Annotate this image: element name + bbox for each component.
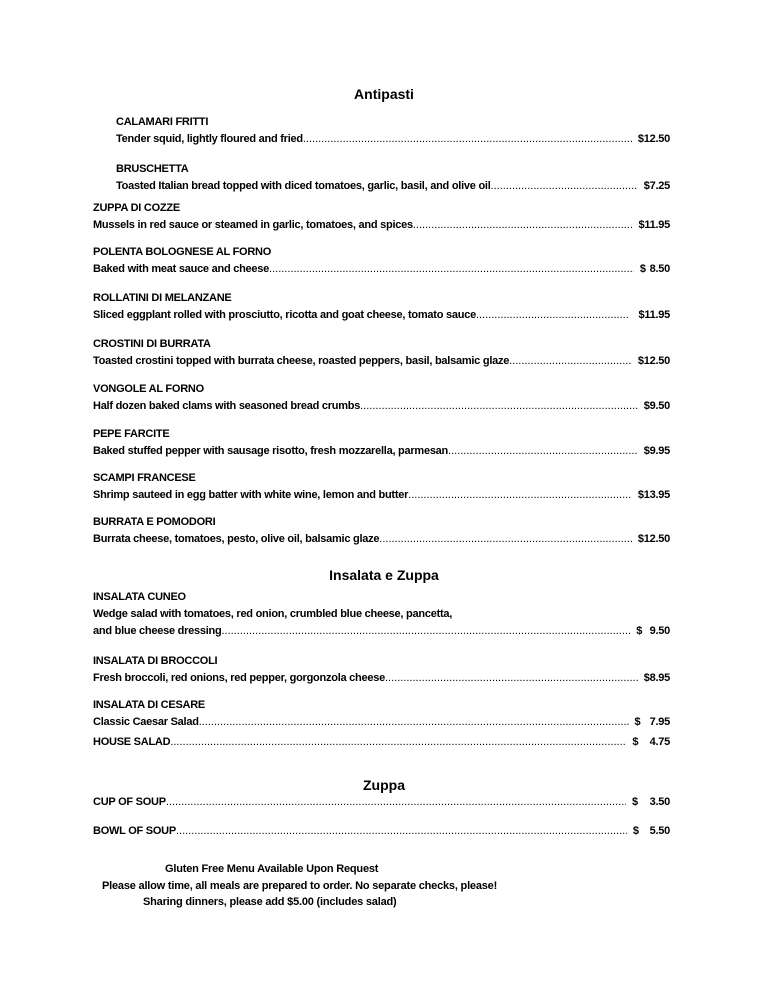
dot-leader bbox=[491, 178, 638, 195]
menu-item-price bbox=[638, 487, 670, 504]
menu-item-name: VONGOLE AL FORNO bbox=[93, 383, 204, 395]
menu-item bbox=[93, 697, 670, 731]
menu-item-price bbox=[633, 823, 670, 840]
price-amount: 12.50 bbox=[643, 133, 670, 145]
menu-item bbox=[93, 244, 670, 278]
menu-item-line bbox=[93, 217, 670, 234]
menu-item-line bbox=[93, 670, 670, 687]
menu-item-description: Burrata cheese, tomatoes, pesto, olive oil, balsamic glaze bbox=[93, 533, 380, 545]
menu-item-name: CALAMARI FRITTI bbox=[116, 116, 209, 128]
menu-item bbox=[93, 290, 670, 324]
price-amount: 11.95 bbox=[644, 219, 670, 231]
menu-item-description: CUP OF SOUP bbox=[93, 796, 166, 808]
price-amount: 12.50 bbox=[643, 533, 670, 545]
menu-item-price bbox=[638, 217, 670, 234]
price-amount: 5.50 bbox=[649, 825, 670, 837]
menu-item-price bbox=[632, 734, 670, 751]
menu-item bbox=[93, 381, 670, 415]
dot-leader bbox=[448, 443, 638, 460]
menu-item-description: and blue cheese dressing bbox=[93, 625, 222, 637]
currency-symbol: $ bbox=[632, 796, 638, 808]
currency-symbol: $ bbox=[643, 400, 650, 412]
menu-item-name: ROLLATINI DI MELANZANE bbox=[93, 292, 232, 304]
menu-item bbox=[93, 200, 670, 234]
price-amount: 12.50 bbox=[643, 355, 670, 367]
dot-leader bbox=[199, 714, 629, 731]
menu-item-name: PEPE FARCITE bbox=[93, 428, 170, 440]
price-amount: 9.95 bbox=[649, 445, 670, 457]
menu-item-name: ZUPPA DI COZZE bbox=[93, 202, 180, 214]
menu-item-description: Toasted Italian bread topped with diced tomatoes, garlic, basil, and olive oil bbox=[116, 180, 491, 192]
menu-item-description: Wedge salad with tomatoes, red onion, crumbled blue cheese, pancetta, bbox=[93, 608, 453, 620]
dot-leader bbox=[222, 623, 631, 640]
menu-item bbox=[93, 653, 670, 687]
dot-leader bbox=[379, 531, 632, 548]
menu-item-description: Toasted crostini topped with burrata cheese, roasted peppers, basil, balsamic glaze bbox=[93, 355, 510, 367]
footer-order-note: Please allow time, all meals are prepared to order. No separate checks, please! bbox=[102, 880, 498, 892]
menu-item-line bbox=[93, 398, 670, 415]
menu-item-name: POLENTA BOLOGNESE AL FORNO bbox=[93, 246, 272, 258]
menu-item-line bbox=[93, 714, 670, 731]
section-title-insalata-e-zuppa: Insalata e Zuppa bbox=[329, 567, 439, 583]
currency-symbol: $ bbox=[637, 355, 644, 367]
menu-item-price bbox=[638, 353, 670, 370]
section-title-zuppa: Zuppa bbox=[363, 777, 405, 793]
menu-item-name: INSALATA CUNEO bbox=[93, 591, 186, 603]
currency-symbol: $ bbox=[643, 445, 650, 457]
menu-item-price bbox=[644, 178, 670, 195]
currency-symbol: $ bbox=[638, 219, 645, 231]
menu-item-price bbox=[635, 714, 670, 731]
menu-item-line bbox=[93, 487, 670, 504]
price-amount: 3.50 bbox=[649, 796, 670, 808]
menu-item bbox=[93, 426, 670, 460]
price-amount: 8.50 bbox=[649, 263, 670, 275]
menu-item bbox=[116, 161, 670, 195]
menu-item-line bbox=[93, 794, 670, 811]
dot-leader bbox=[166, 794, 626, 811]
menu-item-line bbox=[116, 178, 670, 195]
menu-item-description: Mussels in red sauce or steamed in garlic, tomatoes, and spices bbox=[93, 219, 413, 231]
currency-symbol: $ bbox=[643, 180, 650, 192]
menu-item-description: Baked stuffed pepper with sausage risotto, fresh mozzarella, parmesan bbox=[93, 445, 449, 457]
price-amount: 7.25 bbox=[649, 180, 670, 192]
price-amount: 8.95 bbox=[649, 672, 670, 684]
dot-leader bbox=[476, 307, 629, 324]
dot-leader bbox=[269, 261, 634, 278]
price-amount: 9.50 bbox=[649, 625, 670, 637]
menu-item-price: $11.95 bbox=[638, 309, 670, 321]
currency-symbol: $ bbox=[636, 625, 643, 637]
menu-item-price bbox=[638, 131, 670, 148]
menu-item-line bbox=[116, 131, 670, 148]
dot-leader bbox=[303, 131, 632, 148]
menu-item bbox=[93, 823, 670, 840]
dot-leader bbox=[509, 353, 632, 370]
menu-item bbox=[116, 114, 670, 148]
menu-item-line bbox=[93, 623, 670, 640]
menu-item-name: BRUSCHETTA bbox=[116, 163, 189, 175]
dot-leader bbox=[385, 670, 638, 687]
dot-leader bbox=[413, 217, 633, 234]
menu-item bbox=[93, 734, 670, 751]
menu-item bbox=[93, 794, 670, 811]
menu-item-name: INSALATA DI BROCCOLI bbox=[93, 655, 218, 667]
dot-leader bbox=[360, 398, 638, 415]
dot-leader bbox=[170, 734, 626, 751]
menu-item-line bbox=[93, 606, 670, 623]
menu-item-line bbox=[93, 353, 670, 370]
currency-symbol: $ bbox=[632, 825, 639, 837]
menu-item-line bbox=[93, 443, 670, 460]
menu-item-line bbox=[93, 261, 670, 278]
currency-symbol: $ bbox=[637, 133, 644, 145]
menu-item-line bbox=[93, 734, 670, 751]
menu-item-name: BURRATA E POMODORI bbox=[93, 516, 216, 528]
menu-item-description: HOUSE SALAD bbox=[93, 736, 171, 748]
footer-sharing-note: Sharing dinners, please add $5.00 (includes salad) bbox=[143, 896, 397, 908]
menu-item-description: Fresh broccoli, red onions, red pepper, gorgonzola cheese bbox=[93, 672, 385, 684]
menu-item-name: SCAMPI FRANCESE bbox=[93, 472, 196, 484]
price-amount: 13.95 bbox=[643, 489, 670, 501]
menu-item-price bbox=[636, 623, 670, 640]
footer-gluten-free: Gluten Free Menu Available Upon Request bbox=[165, 863, 379, 875]
menu-item-line bbox=[93, 307, 670, 324]
menu-item-price bbox=[632, 794, 670, 811]
menu-item bbox=[93, 589, 670, 640]
menu-item-price bbox=[638, 531, 670, 548]
menu-item-description: Sliced eggplant rolled with prosciutto, ricotta and goat cheese, tomato sauce bbox=[93, 309, 476, 321]
menu-item-price bbox=[644, 443, 670, 460]
currency-symbol: $ bbox=[632, 736, 639, 748]
menu-item-description: Tender squid, lightly floured and fried bbox=[116, 133, 303, 145]
menu-item-description: Half dozen baked clams with seasoned bread crumbs bbox=[93, 400, 361, 412]
menu-item-description: Shrimp sauteed in egg batter with white wine, lemon and butter bbox=[93, 489, 409, 501]
menu-item-price bbox=[644, 670, 670, 687]
menu-item bbox=[93, 336, 670, 370]
menu-item-price bbox=[644, 398, 670, 415]
menu-item-name: INSALATA DI CESARE bbox=[93, 699, 206, 711]
menu-item-line bbox=[93, 531, 670, 548]
section-title-antipasti: Antipasti bbox=[354, 86, 414, 102]
menu-item-description: BOWL OF SOUP bbox=[93, 825, 176, 837]
menu-item-description: Baked with meat sauce and cheese bbox=[93, 263, 270, 275]
price-amount: 9.50 bbox=[649, 400, 670, 412]
price-amount: 7.95 bbox=[649, 716, 670, 728]
menu-item-line bbox=[93, 823, 670, 840]
menu-item-description: Classic Caesar Salad bbox=[93, 716, 199, 728]
menu-item-name: CROSTINI DI BURRATA bbox=[93, 338, 211, 350]
menu-item bbox=[93, 514, 670, 548]
currency-symbol: $ bbox=[639, 263, 646, 275]
dot-leader bbox=[176, 823, 627, 840]
currency-symbol: $ bbox=[637, 489, 644, 501]
currency-symbol: $ bbox=[637, 533, 644, 545]
price-amount: 4.75 bbox=[649, 736, 670, 748]
dot-leader bbox=[408, 487, 632, 504]
currency-symbol: $ bbox=[634, 716, 641, 728]
menu-item-price bbox=[640, 261, 670, 278]
menu-item bbox=[93, 470, 670, 504]
currency-symbol: $ bbox=[643, 672, 650, 684]
